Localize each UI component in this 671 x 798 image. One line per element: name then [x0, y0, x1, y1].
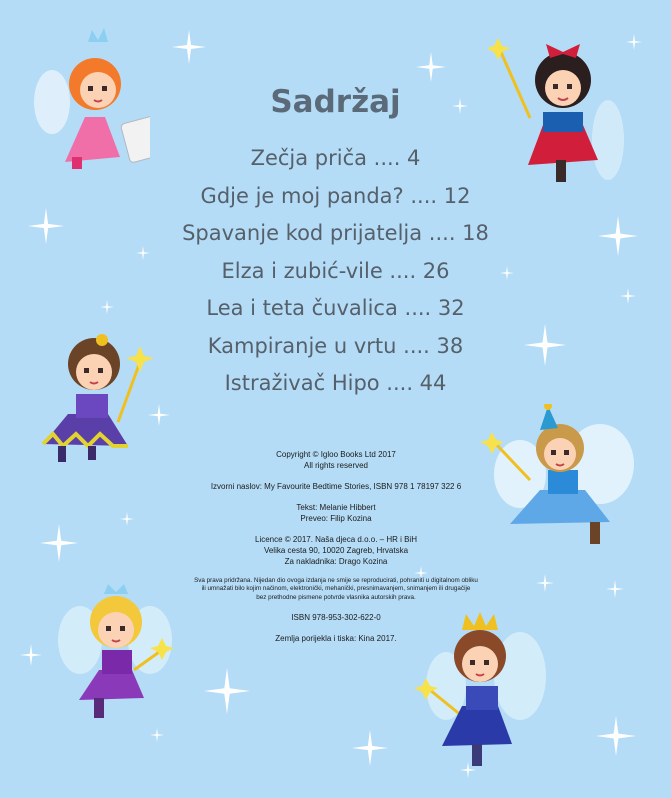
sparkle-icon	[416, 52, 446, 82]
sparkle-icon	[172, 30, 206, 64]
address-line: Velika cesta 90, 10020 Zagreb, Hrvatska	[263, 546, 409, 555]
toc-entry[interactable]: Spavanje kod prijatelja .... 18	[182, 221, 489, 245]
fairy-illustration-crown	[54, 580, 184, 730]
toc-entry[interactable]: Lea i teta čuvalica .... 32	[206, 296, 465, 320]
sparkle-icon	[40, 524, 78, 562]
table-of-contents	[0, 140, 671, 403]
rights-line: All rights reserved	[303, 461, 369, 470]
page-title: Sadržaj	[270, 84, 401, 120]
toc-entry[interactable]: Zečja priča .... 4	[250, 146, 421, 170]
toc-entry[interactable]: Istraživač Hipo .... 44	[224, 371, 447, 395]
toc-entry[interactable]: Gdje je moj panda? .... 12	[200, 183, 471, 208]
legal-notice: Sva prava pridržana. Nijedan dio ovoga izdanja ne smije se reproducirati, pohraniti u digitalnom obliku	[194, 577, 478, 584]
sparkle-icon	[150, 728, 164, 742]
copyright-line: Copyright © Igloo Books Ltd 2017	[276, 450, 396, 459]
sparkle-icon	[536, 574, 554, 592]
sparkle-icon	[120, 512, 134, 526]
author-line: Tekst: Melanie Hibbert	[296, 503, 376, 512]
toc-entry[interactable]: Kampiranje u vrtu .... 38	[207, 333, 464, 358]
toc-entry[interactable]: Elza i zubić-vile .... 26	[221, 258, 450, 283]
isbn-line: ISBN 978-953-302-622-0	[291, 613, 381, 623]
legal-notice: ili umnažati bilo kojim načinom, elektronički, mehanički, presnimavanjem, snimanjem ili drugačije	[201, 585, 471, 593]
origin-line: Zemlja porijekla i tiska: Kina 2017.	[275, 634, 397, 644]
translator-line: Prevео: Filip Kozina	[300, 514, 372, 523]
sparkle-icon	[204, 668, 250, 714]
sparkle-icon	[606, 580, 624, 598]
sparkle-icon	[20, 644, 42, 666]
original-title-line: Izvorni naslov: My Favourite Bedtime Stories, ISBN 978 1 78197 322 6	[210, 482, 462, 491]
sparkle-icon	[596, 716, 636, 756]
imprint-credits	[170, 449, 502, 644]
licence-line: Licence © 2017. Naša djeca d.o.o. – HR i BiH	[255, 535, 417, 544]
legal-notice: bez prethodne pismene potvrde vlasnika autorskih prava.	[256, 593, 416, 601]
sparkle-icon	[352, 730, 388, 766]
publisher-line: Za nakladnika: Drago Kozina	[284, 557, 388, 566]
fairy-illustration-blue	[480, 404, 640, 554]
